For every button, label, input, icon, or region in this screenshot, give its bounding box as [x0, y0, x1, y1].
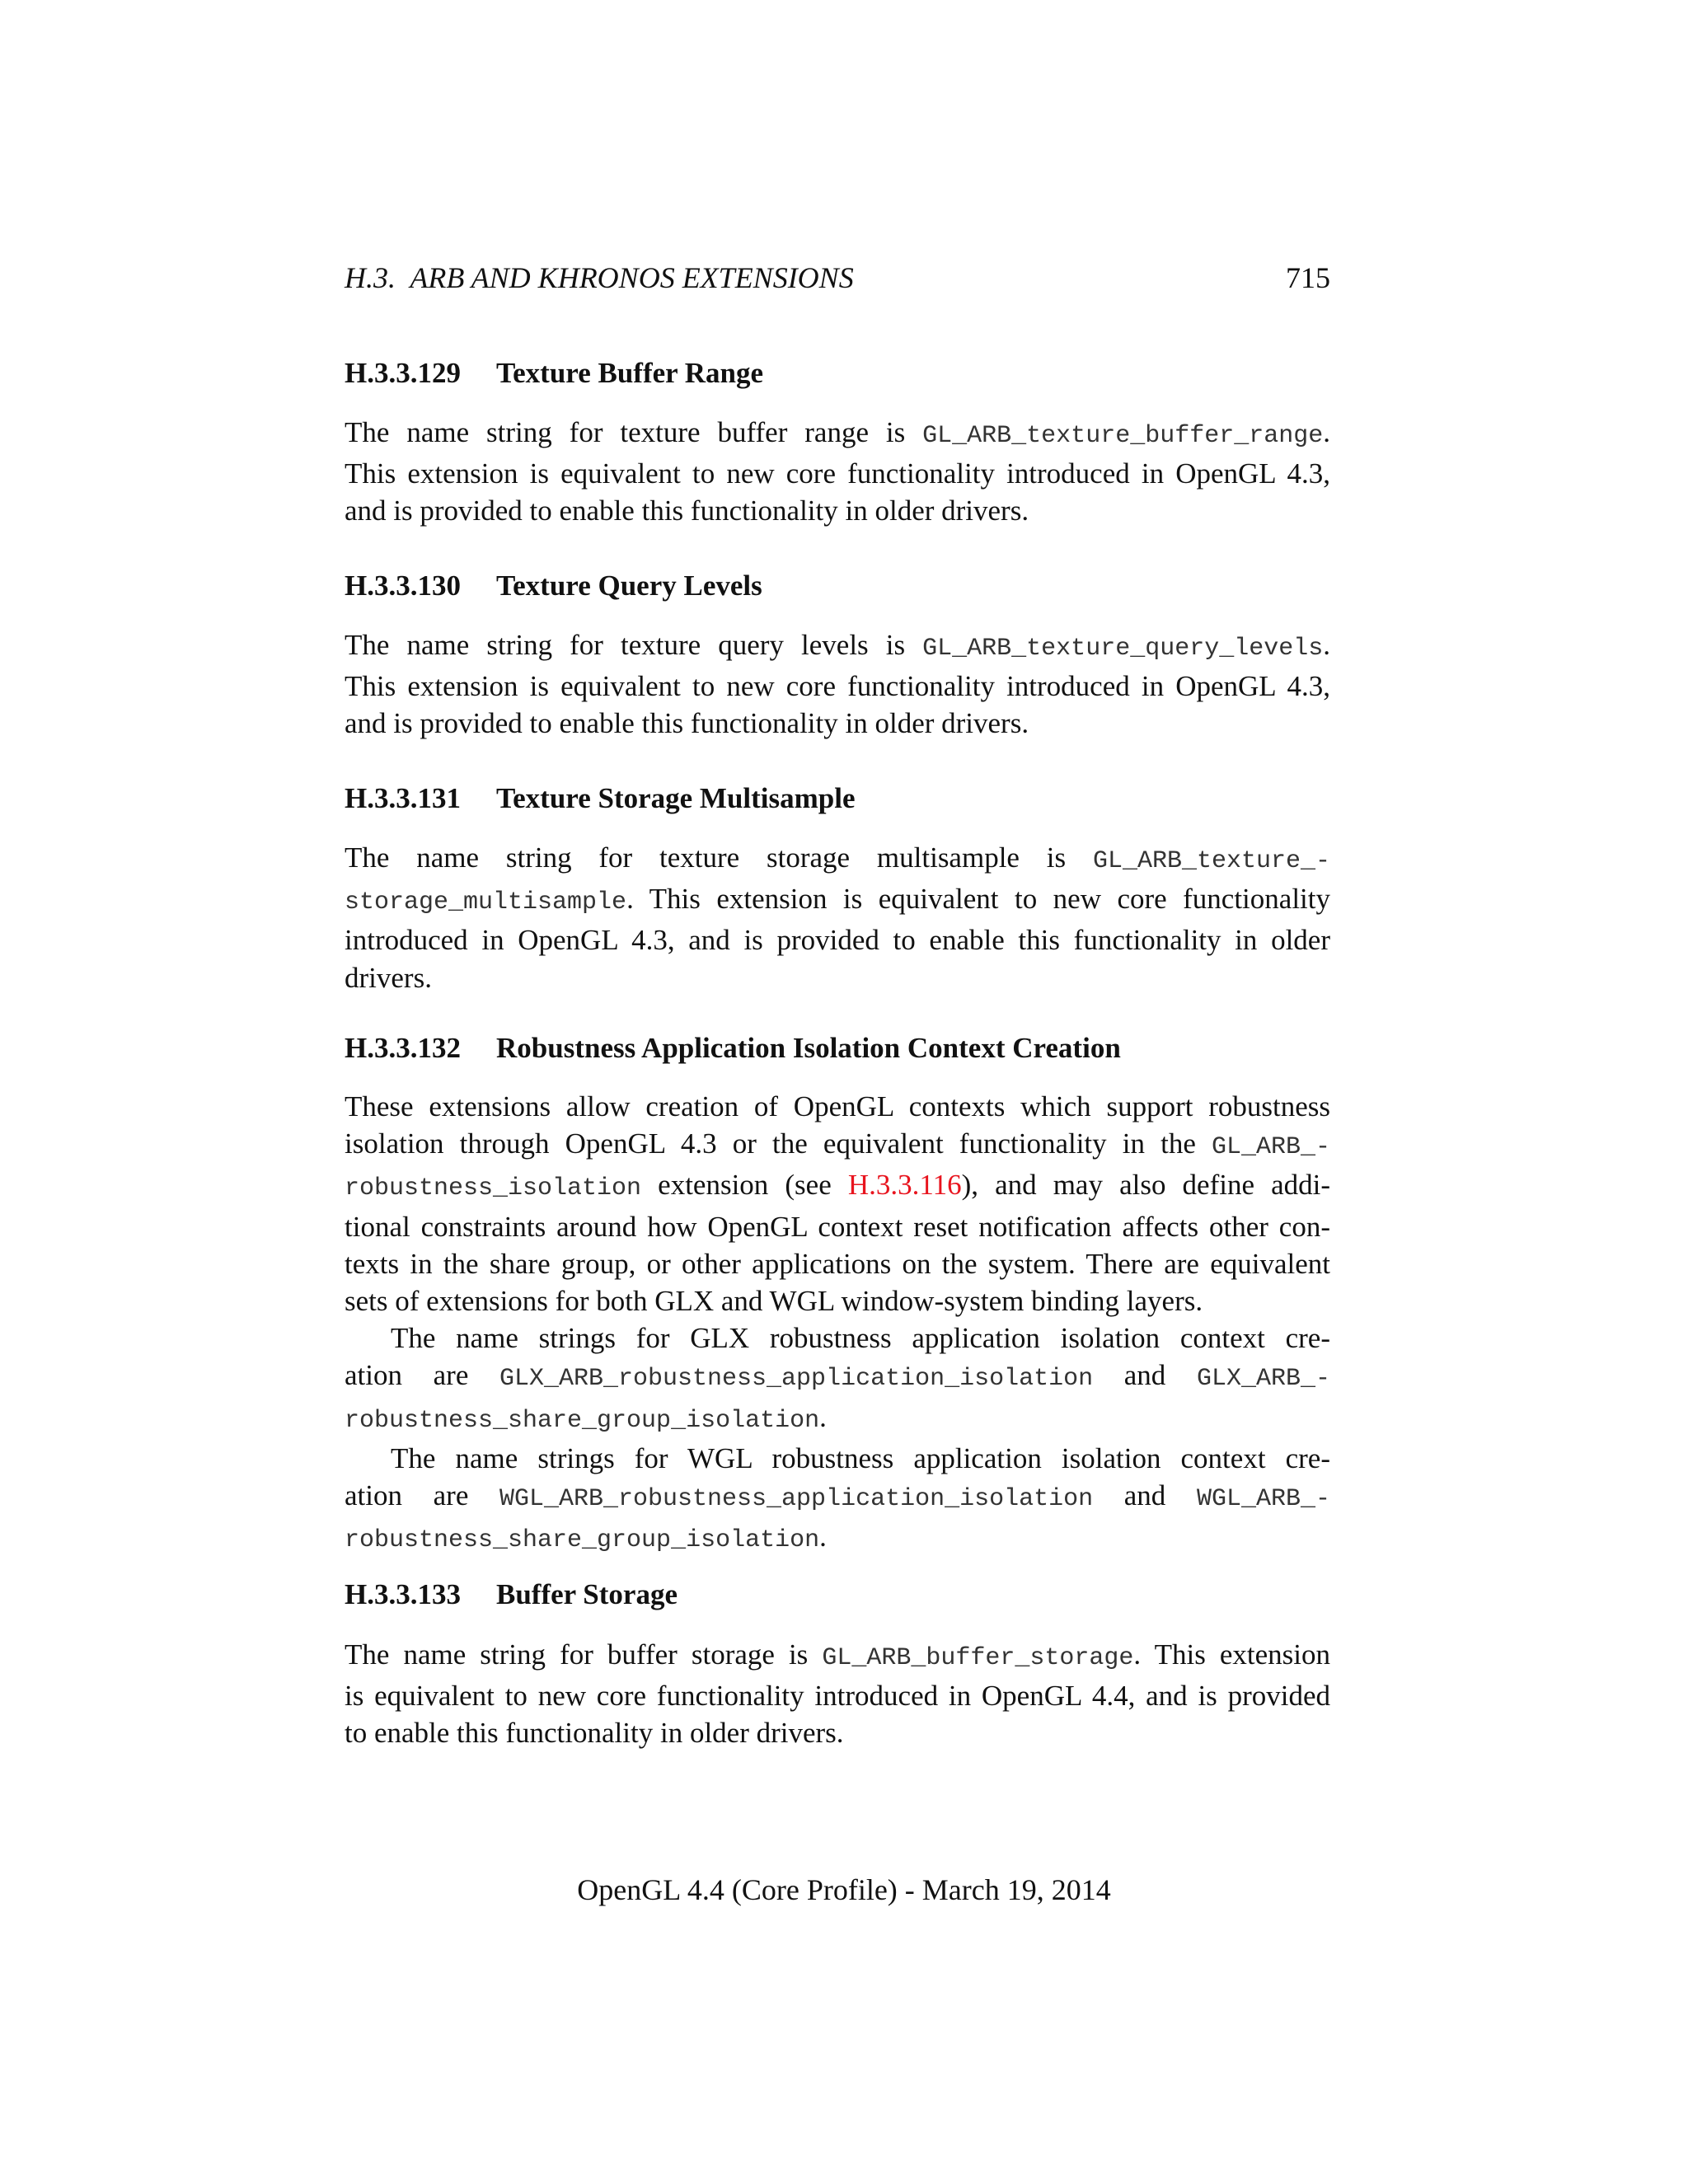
section-heading-133: [345, 1576, 1330, 1614]
paragraph-line: These extensions allow creation of OpenGL contexts which support robustness: [345, 1090, 1330, 1122]
extension-name: WGL_ARB_robustness_application_isolation: [499, 1485, 1094, 1514]
paragraph-line: to enable this functionality in older drivers.: [345, 1717, 844, 1750]
paragraph-line: tional constraints around how OpenGL context reset notification affects other con-: [345, 1210, 1330, 1243]
section-body-132: [345, 1088, 1330, 1559]
paragraph-line: and is provided to enable this functionality in older drivers.: [345, 707, 1029, 740]
section-title: Buffer Storage: [496, 1578, 678, 1610]
section-number: H.3.3.131: [345, 782, 461, 814]
extension-name: robustness_share_group_isolation: [345, 1526, 820, 1555]
header-section-title: H.3. ARB AND KHRONOS EXTENSIONS: [345, 261, 854, 294]
extension-name: robustness_isolation: [345, 1174, 642, 1203]
paragraph-line: texts in the share group, or other applications on the system. There are equivalent: [345, 1247, 1330, 1280]
extension-name: GL_ARB_texture_-: [1092, 847, 1330, 875]
extension-name: GL_ARB_buffer_storage: [822, 1644, 1134, 1672]
paragraph-line: The name string for texture query levels is GL_ARB_texture_query_levels.: [345, 629, 1330, 663]
running-header: [345, 257, 1330, 298]
section-heading-130: [345, 567, 1330, 605]
extension-name: GLX_ARB_-: [1196, 1365, 1330, 1394]
paragraph-line: robustness_share_group_isolation.: [345, 1400, 827, 1435]
section-number: H.3.3.133: [345, 1578, 461, 1610]
extension-name: GL_ARB_texture_buffer_range: [922, 422, 1324, 450]
paragraph-line: storage_multisample. This extension is equivalent to new core functionality: [345, 883, 1330, 917]
paragraph-line: ation are GLX_ARB_robustness_application_isolation and GLX_ARB_-: [345, 1359, 1330, 1394]
section-title: Texture Buffer Range: [496, 357, 764, 389]
paragraph-line: is equivalent to new core functionality introduced in OpenGL 4.4, and is provided: [345, 1680, 1330, 1713]
paragraph-line: drivers.: [345, 961, 432, 994]
extension-name: robustness_share_group_isolation: [345, 1406, 820, 1435]
paragraph-line: isolation through OpenGL 4.3 or the equivalent functionality in the GL_ARB_-: [345, 1127, 1330, 1162]
paragraph-line: The name strings for GLX robustness application isolation context cre-: [391, 1322, 1330, 1355]
page-footer: OpenGL 4.4 (Core Profile) - March 19, 2014: [577, 1873, 1111, 1906]
paragraph-line: robustness_isolation extension (see H.3.3.116), and may also define addi-: [345, 1169, 1330, 1203]
paragraph-line: robustness_share_group_isolation.: [345, 1521, 827, 1555]
section-title: Texture Query Levels: [496, 569, 762, 602]
page-number: 715: [1286, 261, 1330, 294]
section-body-133: [345, 1636, 1330, 1752]
paragraph-line: and is provided to enable this functionality in older drivers.: [345, 494, 1029, 527]
extension-name: GLX_ARB_robustness_application_isolation: [499, 1365, 1094, 1394]
section-body-129: [345, 414, 1330, 530]
section-heading-129: [345, 354, 1330, 392]
section-number: H.3.3.130: [345, 569, 461, 602]
paragraph-line: introduced in OpenGL 4.3, and is provided to enable this functionality in older: [345, 924, 1330, 957]
paragraph-line: This extension is equivalent to new core functionality introduced in OpenGL 4.3,: [345, 457, 1330, 490]
section-body-131: [345, 839, 1330, 996]
section-heading-131: [345, 780, 1330, 818]
section-number: H.3.3.132: [345, 1032, 461, 1064]
section-title: Robustness Application Isolation Context Creation: [496, 1032, 1121, 1064]
section-body-130: [345, 626, 1330, 743]
paragraph-line: The name string for texture buffer range is GL_ARB_texture_buffer_range.: [345, 416, 1330, 450]
section-number: H.3.3.129: [345, 357, 461, 389]
section-heading-132: [345, 1029, 1330, 1067]
extension-name: WGL_ARB_-: [1196, 1485, 1330, 1514]
extension-name: GL_ARB_-: [1211, 1133, 1330, 1162]
paragraph-line: The name strings for WGL robustness application isolation context cre-: [391, 1441, 1330, 1474]
section-title: Texture Storage Multisample: [496, 782, 856, 814]
paragraph-line: sets of extensions for both GLX and WGL window-system binding layers.: [345, 1285, 1203, 1318]
extension-name: storage_multisample: [345, 888, 627, 917]
paragraph-line: The name string for texture storage multisample is GL_ARB_texture_-: [345, 841, 1330, 875]
cross-reference-link[interactable]: H.3.3.116: [847, 1169, 962, 1202]
extension-name: GL_ARB_texture_query_levels: [922, 635, 1324, 663]
paragraph-line: This extension is equivalent to new core functionality introduced in OpenGL 4.3,: [345, 670, 1330, 703]
paragraph-line: ation are WGL_ARB_robustness_application_isolation and WGL_ARB_-: [345, 1479, 1330, 1514]
paragraph-line: The name string for buffer storage is GL_ARB_buffer_storage. This extension: [345, 1638, 1330, 1672]
